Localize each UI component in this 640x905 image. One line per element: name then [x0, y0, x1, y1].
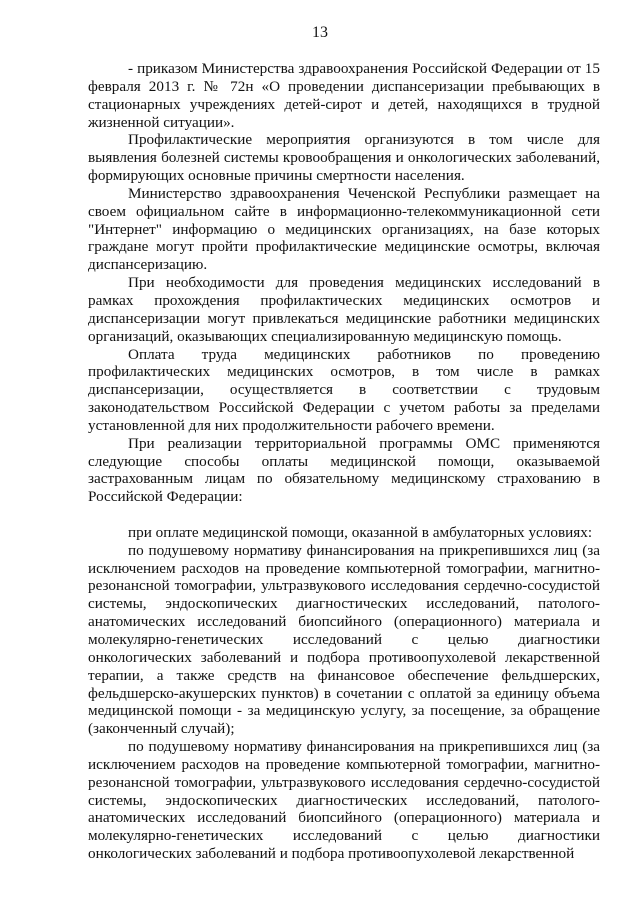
- document-body: [88, 60, 600, 863]
- paragraph-labor-payment: Оплата труда медицинских работников по проведению профилактических медицинских осмотров, в том числе в рамках диспансеризации, осуществляется в соответствии с трудовым законодательством Российской Федерации с учетом работы за пределами установленной для них продолжительности рабочего времени.: [88, 345, 600, 434]
- page-number: 13: [312, 24, 328, 41]
- paragraph-preventive-measures: Профилактические мероприятия организуются в том числе для выявления болезней системы кровообращения и онкологических заболеваний, формирующих основные причины смертности населения.: [88, 131, 600, 185]
- paragraph-outpatient-payment: при оплате медицинской помощи, оказанной в амбулаторных условиях:: [128, 523, 593, 541]
- paragraph-payment-methods: При реализации территориальной программы ОМС применяются следующие способы оплаты медицинской помощи, оказываемой застрахованным лицам по обязательному медицинскому страхованию в Российской Федерации:: [88, 434, 600, 506]
- blank-line: [88, 506, 600, 524]
- paragraph-medical-research: При необходимости для проведения медицинских исследований в рамках прохождения профилактических медицинских осмотров и диспансеризации могут привлекаться медицинские работники медицинских организаций, оказывающих специализированную медицинскую помощь.: [88, 274, 600, 345]
- paragraph-per-capita-standard-2: по подушевому нормативу финансирования на прикрепившихся лиц (за исключением расходов на проведение компьютерной томографии, магнитно-резонансной томографии, ультразвукового исследования сердечно-сосудистой системы, эндоскопических диагностических исследований, патолого-анатомических исследований биопсийного (операционного) материала и молекулярно-генетических исследований с целью диагностики онкологических заболеваний и подбора противоопухолевой лекарственной: [88, 738, 600, 863]
- paragraph-per-capita-standard-1: по подушевому нормативу финансирования на прикрепившихся лиц (за исключением расходов на проведение компьютерной томографии, магнитно-резонансной томографии, ультразвукового исследования сердечно-сосудистой системы, эндоскопических диагностических исследований, патолого-анатомических исследований биопсийного (операционного) материала и молекулярно-генетических исследований с целью диагностики онкологических заболеваний и подбора противоопухолевой лекарственной терапии, а также средств на финансовое обеспечение фельдшерских, фельдшерско-акушерских пунктов) в сочетании с оплатой за единицу объема медицинской помощи - за медицинскую услугу, за посещение, за обращение (законченный случай);: [88, 541, 600, 738]
- paragraph-order-reference: - приказом Министерства здравоохранения Российской Федерации от 15 февраля 2013 г. № 72н «О проведении диспансеризации пребывающих в стационарных учреждениях детей-сирот и детей, находящихся в трудной жизненной ситуации».: [88, 60, 600, 131]
- paragraph-ministry-website: Министерство здравоохранения Чеченской Республики размещает на своем официальном сайте в информационно-телекоммуникационной сети "Интернет" информацию о медицинских организациях, на базе которых граждане могут пройти профилактические медицинские осмотры, включая диспансеризацию.: [88, 184, 600, 274]
